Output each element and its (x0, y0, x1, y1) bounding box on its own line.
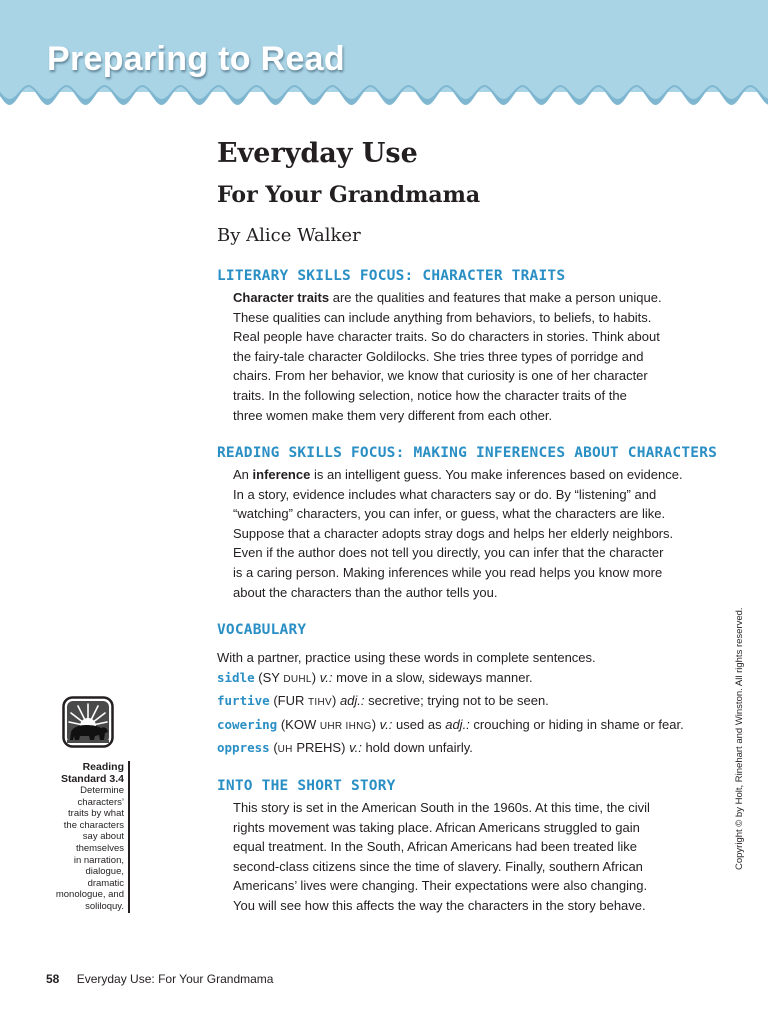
paragraph-line: Americans’ lives were changing. Their expectations were also changing. (233, 878, 648, 894)
story-title: Everyday Use (217, 138, 418, 169)
standard-label: Standard 3.4 (60, 773, 124, 785)
paragraph-line: An inference is an intelligent guess. You make inferences based on evidence. (233, 467, 683, 482)
vocab-entry-oppress: oppress (UH PREHS) v.: hold down unfairly. (217, 740, 473, 755)
story-subtitle: For Your Grandmama (217, 182, 481, 208)
reading-standard-box (40, 761, 130, 913)
standard-desc-line: Determine (80, 785, 124, 796)
vocabulary-heading: VOCABULARY (217, 622, 307, 638)
paragraph-line: These qualities can include anything from behaviors, to beliefs, to habits. (233, 309, 652, 325)
vocab-word: cowering (217, 717, 278, 732)
page-number: 58 (46, 972, 60, 986)
banner-title: Preparing to Read (47, 40, 345, 78)
paragraph-line: Real people have character traits. So do characters in stories. Think about (233, 329, 660, 345)
reading-skills-heading: READING SKILLS FOCUS: MAKING INFERENCES ABOUT CHARACTERS (217, 445, 718, 461)
vocab-entry-sidle: sidle (SY DUHL) v.: move in a slow, sideways manner. (217, 670, 533, 685)
vocab-entry-furtive: furtive (FUR TIHV) adj.: secretive; trying not to be seen. (217, 693, 549, 708)
into-story-heading: INTO THE SHORT STORY (217, 778, 396, 794)
paragraph-line: You will see how this affects the way the characters in the story behave. (233, 897, 646, 913)
paragraph-line: Suppose that a character adopts stray dogs and helps her elderly neighbors. (233, 525, 674, 541)
standard-desc-line: themselves (75, 842, 124, 854)
bear-sunburst-icon (62, 696, 114, 748)
standard-desc-line: traits by what (68, 808, 124, 820)
paragraph-line: rights movement was taking place. African Americans struggled to gain (233, 819, 640, 835)
page-footer (46, 972, 273, 986)
paragraph-line: “watching” characters, you can infer, or guess, what the characters are like. (233, 506, 666, 522)
standard-desc-line: soliloquy. (85, 900, 124, 912)
paragraph-line: traits. In the following selection, notice how the character traits of the (233, 387, 627, 403)
paragraph-line: chairs. From her behavior, we know that curiosity is one of her character (233, 368, 648, 384)
paragraph-line: Character traits are the qualities and features that make a person unique. (233, 290, 662, 305)
key-term: Character traits (233, 290, 330, 305)
standard-label: Reading (82, 761, 124, 773)
key-term: inference (252, 467, 311, 482)
byline: By Alice Walker (217, 225, 361, 246)
standard-desc-line: dialogue, (85, 866, 124, 878)
paragraph-line: In a story, evidence includes what characters say or do. By “listening” and (233, 486, 657, 502)
vocab-word: furtive (217, 693, 270, 708)
paragraph-line: This story is set in the American South in the 1960s. At this time, the civil (233, 800, 650, 815)
vocab-word: oppress (217, 740, 270, 755)
standard-desc-line: monologue, and (55, 889, 124, 901)
paragraph-line: three women make them very different from each other. (233, 407, 553, 423)
standard-desc-line: say about (82, 831, 124, 843)
copyright-notice: Copyright © by Holt, Rinehart and Winston. All rights reserved. (734, 607, 745, 870)
paragraph-line: Even if the author does not tell you directly, you can infer that the character (233, 545, 664, 561)
standard-desc-line: characters’ (77, 796, 124, 808)
paragraph-line: equal treatment. In the South, African Americans had been treated like (233, 839, 637, 855)
running-title: Everyday Use: For Your Grandmama (76, 972, 274, 986)
vocabulary-intro: With a partner, practice using these words in complete sentences. (217, 650, 596, 665)
standard-desc-line: in narration, (73, 854, 124, 866)
vocab-entry-cowering: cowering (KOW UHR IHNG) v.: used as adj.: crouching or hiding in shame or fear. (217, 717, 684, 732)
paragraph-line: about the characters than the author tells you. (233, 584, 498, 600)
paragraph-line: the fairy-tale character Goldilocks. She tries three types of porridge and (233, 348, 644, 364)
paragraph-line: second-class citizens since the time of slavery. Finally, southern African (233, 858, 643, 874)
standard-desc-line: the characters (63, 819, 124, 831)
reading-skills-paragraph (233, 465, 703, 602)
standard-desc-line: dramatic (87, 877, 124, 889)
vocab-word: sidle (217, 670, 255, 685)
paragraph-line: is a caring person. Making inferences while you read helps you know more (233, 564, 663, 580)
literary-skills-heading: LITERARY SKILLS FOCUS: CHARACTER TRAITS (217, 268, 566, 284)
page-banner (0, 0, 768, 130)
into-story-paragraph (233, 798, 703, 916)
literary-skills-paragraph (233, 288, 703, 425)
